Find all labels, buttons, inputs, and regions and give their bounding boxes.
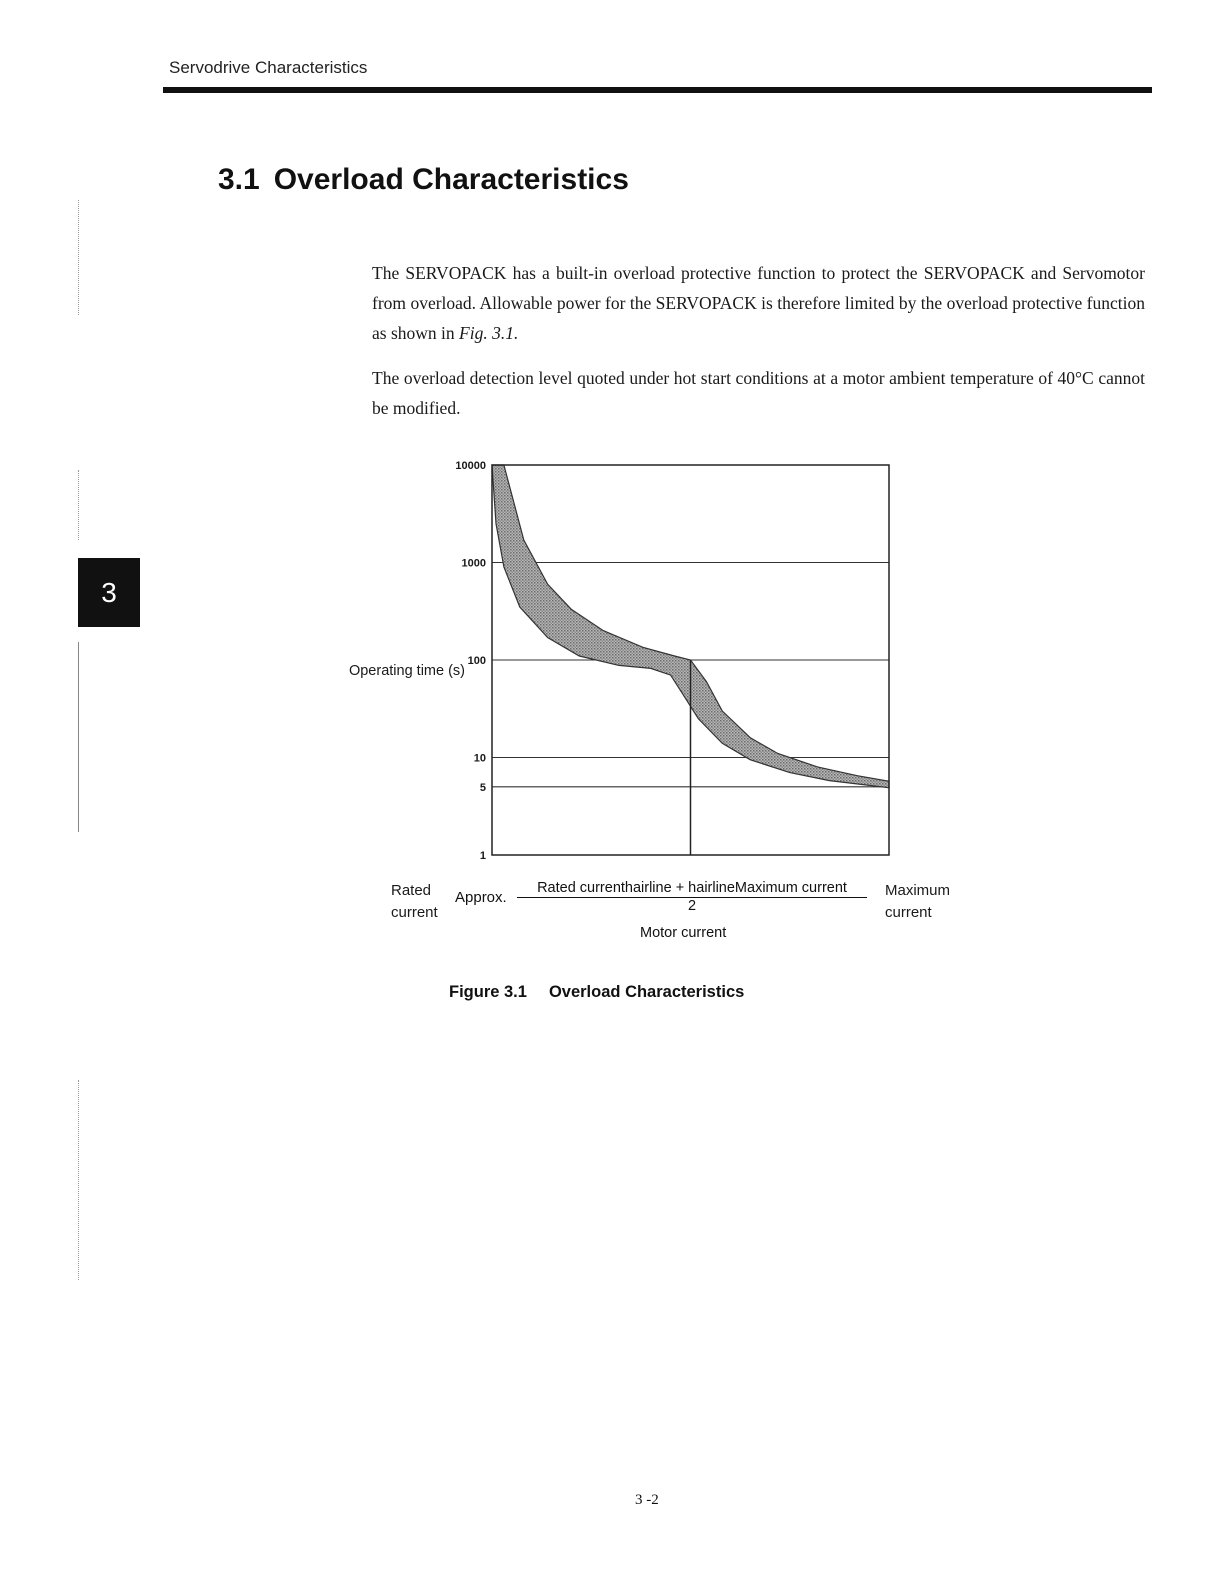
paragraph-detection-level: The overload detection level quoted under hot start conditions at a motor ambient temperature of 40°C cannot be modified. xyxy=(372,368,1145,418)
x-axis-title: Motor current xyxy=(640,925,727,941)
figure-caption xyxy=(449,983,744,1002)
y-tick-label-1000: 1000 xyxy=(461,557,486,570)
y-tick-label-1: 1 xyxy=(479,850,486,862)
fraction-numerator: Rated currenthairline + hairlineMaximum current xyxy=(517,880,867,898)
y-tick-labels xyxy=(455,460,486,862)
x-label-rated-line2: current xyxy=(391,904,438,921)
section-number: 3.1 xyxy=(218,163,260,196)
y-axis-label: Operating time (s) xyxy=(348,663,465,679)
fraction-denominator: 2 xyxy=(687,898,697,914)
x-label-maximum-line1: Maximum xyxy=(885,882,951,899)
x-label-maximum-line2: current xyxy=(885,904,932,921)
header-rule xyxy=(163,87,1152,93)
chapter-tab: 3 xyxy=(78,558,140,627)
overload-chart xyxy=(330,450,910,880)
figure-reference: Fig. 3.1. xyxy=(459,323,519,343)
paragraph-intro-text: The SERVOPACK has a built-in overload protective function to protect the SERVOPACK and Servomotor from overload. Allowable power for the SERVOPACK is therefore limited by the overload protective function as shown in xyxy=(372,263,1145,343)
y-tick-label-10000: 10000 xyxy=(455,460,486,472)
x-label-maximum-current xyxy=(885,880,950,924)
section-title-text: Overload Characteristics xyxy=(273,163,629,196)
figure-caption-title: Overload Characteristics xyxy=(548,983,745,1001)
y-tick-label-5: 5 xyxy=(479,781,486,794)
x-label-midpoint-fraction xyxy=(517,880,867,914)
page-number: 3 -2 xyxy=(635,1492,659,1508)
x-label-approx: Approx. xyxy=(455,889,507,906)
paragraph-intro xyxy=(372,258,1145,348)
y-tick-label-10: 10 xyxy=(473,752,486,765)
x-label-rated-current xyxy=(391,880,438,924)
figure-caption-number: Figure 3.1 xyxy=(449,983,527,1001)
section-title xyxy=(218,163,629,197)
margin-dots-top xyxy=(78,200,79,315)
margin-dots-lower xyxy=(78,1080,79,1280)
chapter-margin-line xyxy=(78,642,79,832)
y-tick-label-100: 100 xyxy=(467,655,486,667)
margin-dots-mid xyxy=(78,470,79,540)
running-header: Servodrive Characteristics xyxy=(169,58,368,77)
x-label-rated-line1: Rated xyxy=(391,882,432,899)
